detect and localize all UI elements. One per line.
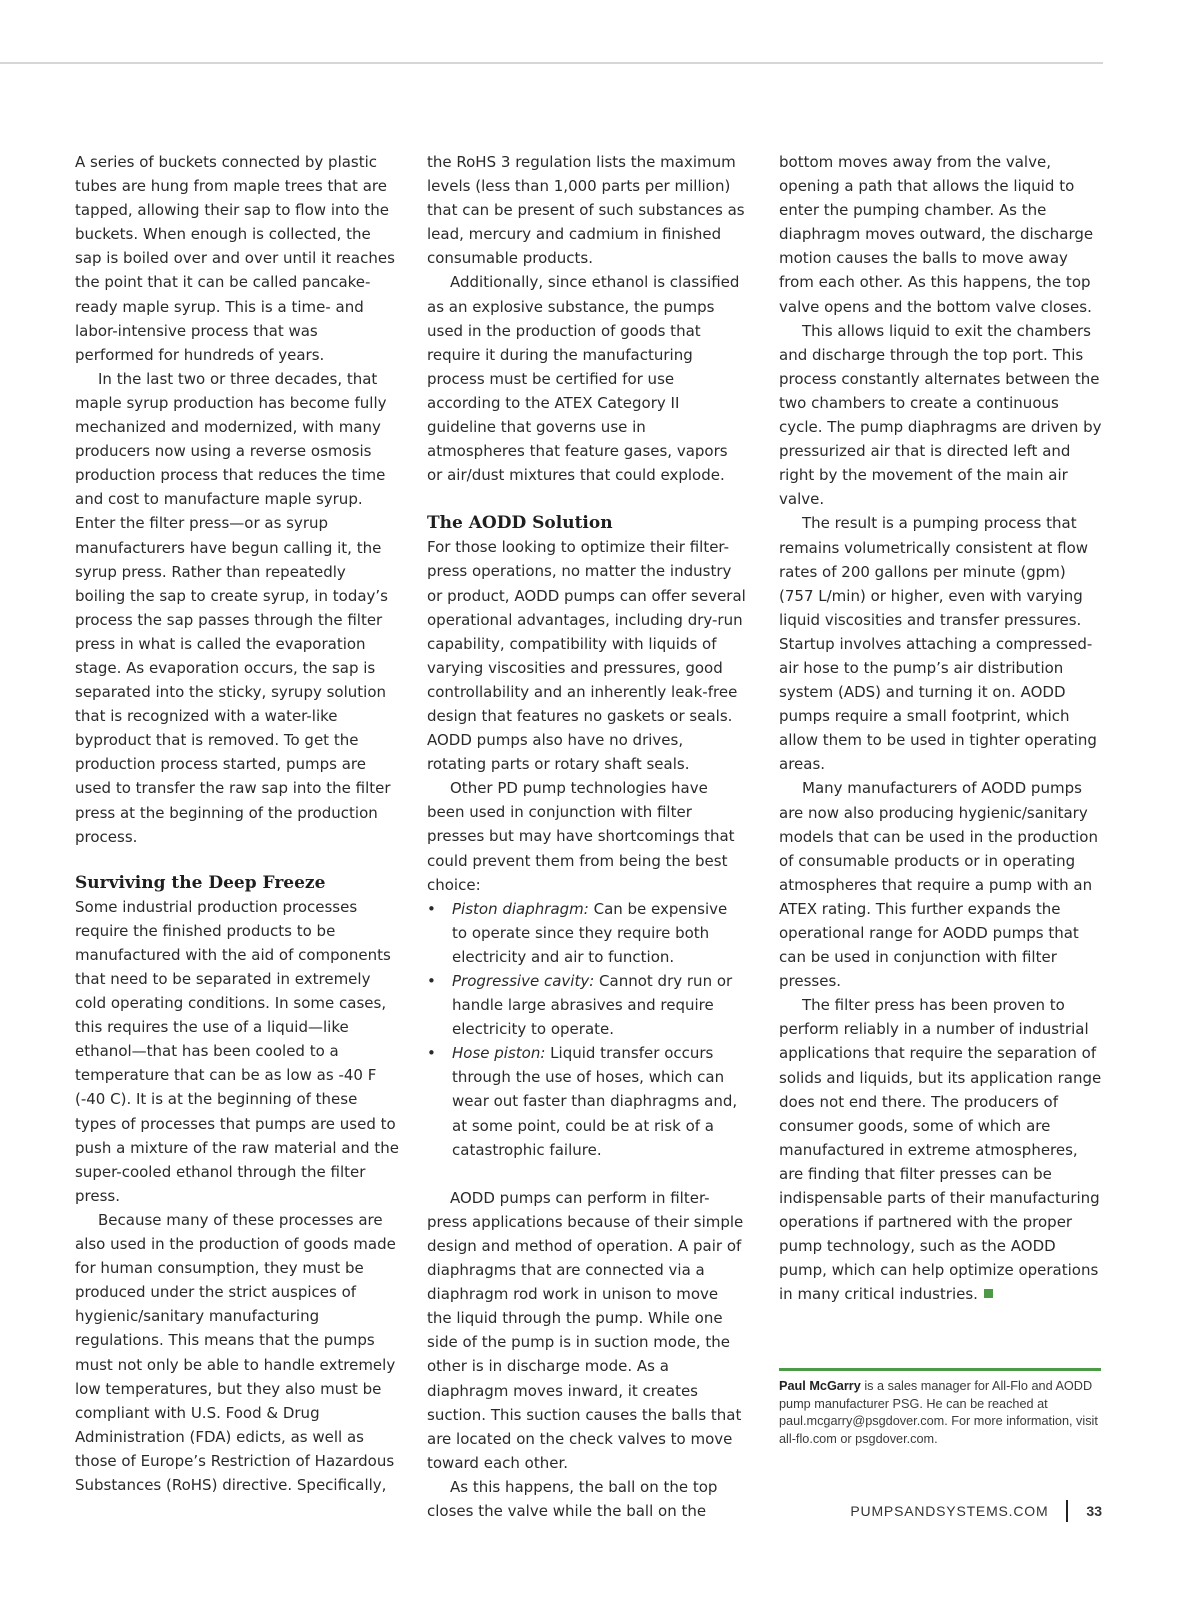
footer-site: PUMPSANDSYSTEMS.COM — [850, 1503, 1049, 1519]
paragraph-text: The filter press has been proven to perform reliably in a number of industrial applications that require the separation of solids and liquids, but its application range does not end there. The producers of consumer goods, some of which are manufactured in extreme atmospheres, are finding that filter presses can be indispensable parts of their manufacturing operations if partnered with the proper pump technology, such as the AODD pump, which can help optimize operations in many critical industries. — [779, 996, 1102, 1304]
header-rule — [0, 62, 1103, 64]
column-2 — [427, 150, 747, 1523]
list-item — [427, 1041, 747, 1161]
bullet-term: Piston diaphragm: — [452, 899, 589, 918]
paragraph: As this happens, the ball on the top closes the valve while the ball on the — [427, 1477, 718, 1520]
bullet-icon: • — [427, 1044, 436, 1063]
bullet-list — [427, 897, 747, 1162]
column-3 — [779, 150, 1104, 1307]
section-heading: The AODD Solution — [427, 513, 613, 534]
bio-rule — [779, 1368, 1101, 1371]
paragraph: In the last two or three decades, that maple syrup production has become fully mechanized and modernized, with many producers now using a reverse osmosis production process that reduces the time and cost to manufacture maple syrup. Enter the filter press—or as syrup manufacturers have begun calling it, the syrup press. Rather than repeatedly boiling the sap to create syrup, in today’s process the sap passes through the filter press in what is called the evaporation stage. As evaporation occurs, the sap is separated into the sticky, syrupy solution that is recognized with a water-like byproduct that is removed. To get the production process started, pumps are used to transfer the raw sap into the filter press at the beginning of the production process. — [75, 369, 391, 846]
bullet-text: Can be expensive to operate since they require both electricity and air to function. — [452, 899, 728, 966]
author-name: Paul McGarry — [779, 1379, 861, 1393]
column-1 — [75, 150, 400, 1497]
paragraph: The result is a pumping process that remains volumetrically consistent at flow rates of 200 gallons per minute (gpm) (757 L/min) or higher, even with varying liquid viscosities and transfer pressures. Startup involves attaching a compressed-air hose to the pump’s air distribution system (ADS) and turning it on. AODD pumps require a small footprint, which allow them to be used in tighter operating areas. — [779, 514, 1097, 774]
paragraph: A series of buckets connected by plastic tubes are hung from maple trees that are tapped, allowing their sap to flow into the buckets. When enough is collected, the sap is boiled over and over until it reaches the point that it can be called pancake-ready maple syrup. This is a time- and labor-intensive process that was performed for hundreds of years. — [75, 153, 395, 364]
paragraph: AODD pumps can perform in filter-press applications because of their simple design and method of operation. A pair of diaphragms that are connected via a diaphragm rod work in unison to move the liquid through the pump. While one side of the pump is in suction mode, the other is in discharge mode. As a diaphragm moves inward, it creates suction. This suction causes the balls that are located on the check valves to move toward each other. — [427, 1188, 744, 1472]
paragraph: Because many of these processes are also used in the production of goods made for human consumption, they must be produced under the strict auspices of hygienic/sanitary manufacturing regulations. This means that the pumps must not only be able to handle extremely low temperatures, but they also must be compliant with U.S. Food & Drug Administration (FDA) edicts, as well as those of Europe’s Restriction of Hazardous Substances (RoHS) directive. Specifically, — [75, 1210, 396, 1494]
author-bio — [779, 1378, 1104, 1448]
paragraph: Some industrial production processes require the finished products to be manufactured with the aid of components that need to be separated in extremely cold operating conditions. In some cases, this requires the use of a liquid—like ethanol—that has been cooled to a temperature that can be as low as -40 F (-40 C). It is at the beginning of these types of processes that pumps are used to push a mixture of the raw material and the super-cooled ethanol through the filter press. — [75, 897, 399, 1205]
paragraph — [779, 993, 1104, 1306]
paragraph: the RoHS 3 regulation lists the maximum levels (less than 1,000 parts per million) that can be present of such substances as lead, mercury and cadmium in finished consumable products. — [427, 153, 745, 268]
paragraph: For those looking to optimize their filter-press operations, no matter the industry or product, AODD pumps can offer several operational advantages, including dry-run capability, compatibility with liquids of varying viscosities and pressures, good controllability and an inherently leak-free design that features no gaskets or seals. AODD pumps also have no drives, rotating parts or rotary shaft seals. — [427, 538, 746, 774]
bullet-icon: • — [427, 899, 436, 918]
bullet-icon: • — [427, 972, 436, 990]
spacer — [427, 1162, 747, 1186]
paragraph: This allows liquid to exit the chambers and discharge through the top port. This process constantly alternates between the two chambers to create a continuous cycle. The pump diaphragms are driven by pressurized air that is directed left and right by the movement of the main air valve. — [779, 321, 1102, 509]
paragraph: bottom moves away from the valve, opening a path that allows the liquid to enter the pumping chamber. As the diaphragm moves outward, the discharge motion causes the balls to move away from each other. As this happens, the top valve opens and the bottom valve closes. — [779, 153, 1094, 316]
bullet-term: Hose piston: — [452, 1044, 546, 1063]
list-item — [427, 897, 747, 969]
bullet-text: Cannot dry run or handle large abrasives and require electricity to operate. — [452, 972, 733, 1039]
bullet-term: Progressive cavity: — [452, 972, 595, 990]
list-item — [427, 969, 747, 1041]
page-number: 33 — [1086, 1503, 1102, 1519]
paragraph: Many manufacturers of AODD pumps are now also producing hygienic/sanitary models that can be used in the production of consumable products or in operating atmospheres that require a pump with an ATEX rating. This further expands the operational range for AODD pumps that can be used in conjunction with filter presses. — [779, 779, 1098, 991]
bullet-text: Liquid transfer occurs through the use of hoses, which can wear out faster than diaphragms and, at some point, could be at risk of a catastrophic failure. — [452, 1044, 738, 1159]
end-mark-icon — [984, 1289, 993, 1298]
paragraph: Additionally, since ethanol is classified as an explosive substance, the pumps used in the production of goods that require it during the manufacturing process must be certified for use according to the ATEX Category II guideline that governs use in atmospheres that feature gases, vapors or air/dust mixtures that could explode. — [427, 273, 740, 485]
author-bio-text: is a sales manager for All-Flo and AODD pump manufacturer PSG. He can be reached at paul.mcgarry@psgdover.com. For more information, visit all-flo.com or psgdover.com. — [779, 1379, 1098, 1446]
page-footer — [850, 1500, 1102, 1522]
footer-divider — [1066, 1500, 1068, 1522]
paragraph: Other PD pump technologies have been used in conjunction with filter presses but may have shortcomings that could prevent them from being the best choice: — [427, 779, 735, 894]
section-heading: Surviving the Deep Freeze — [75, 872, 326, 893]
